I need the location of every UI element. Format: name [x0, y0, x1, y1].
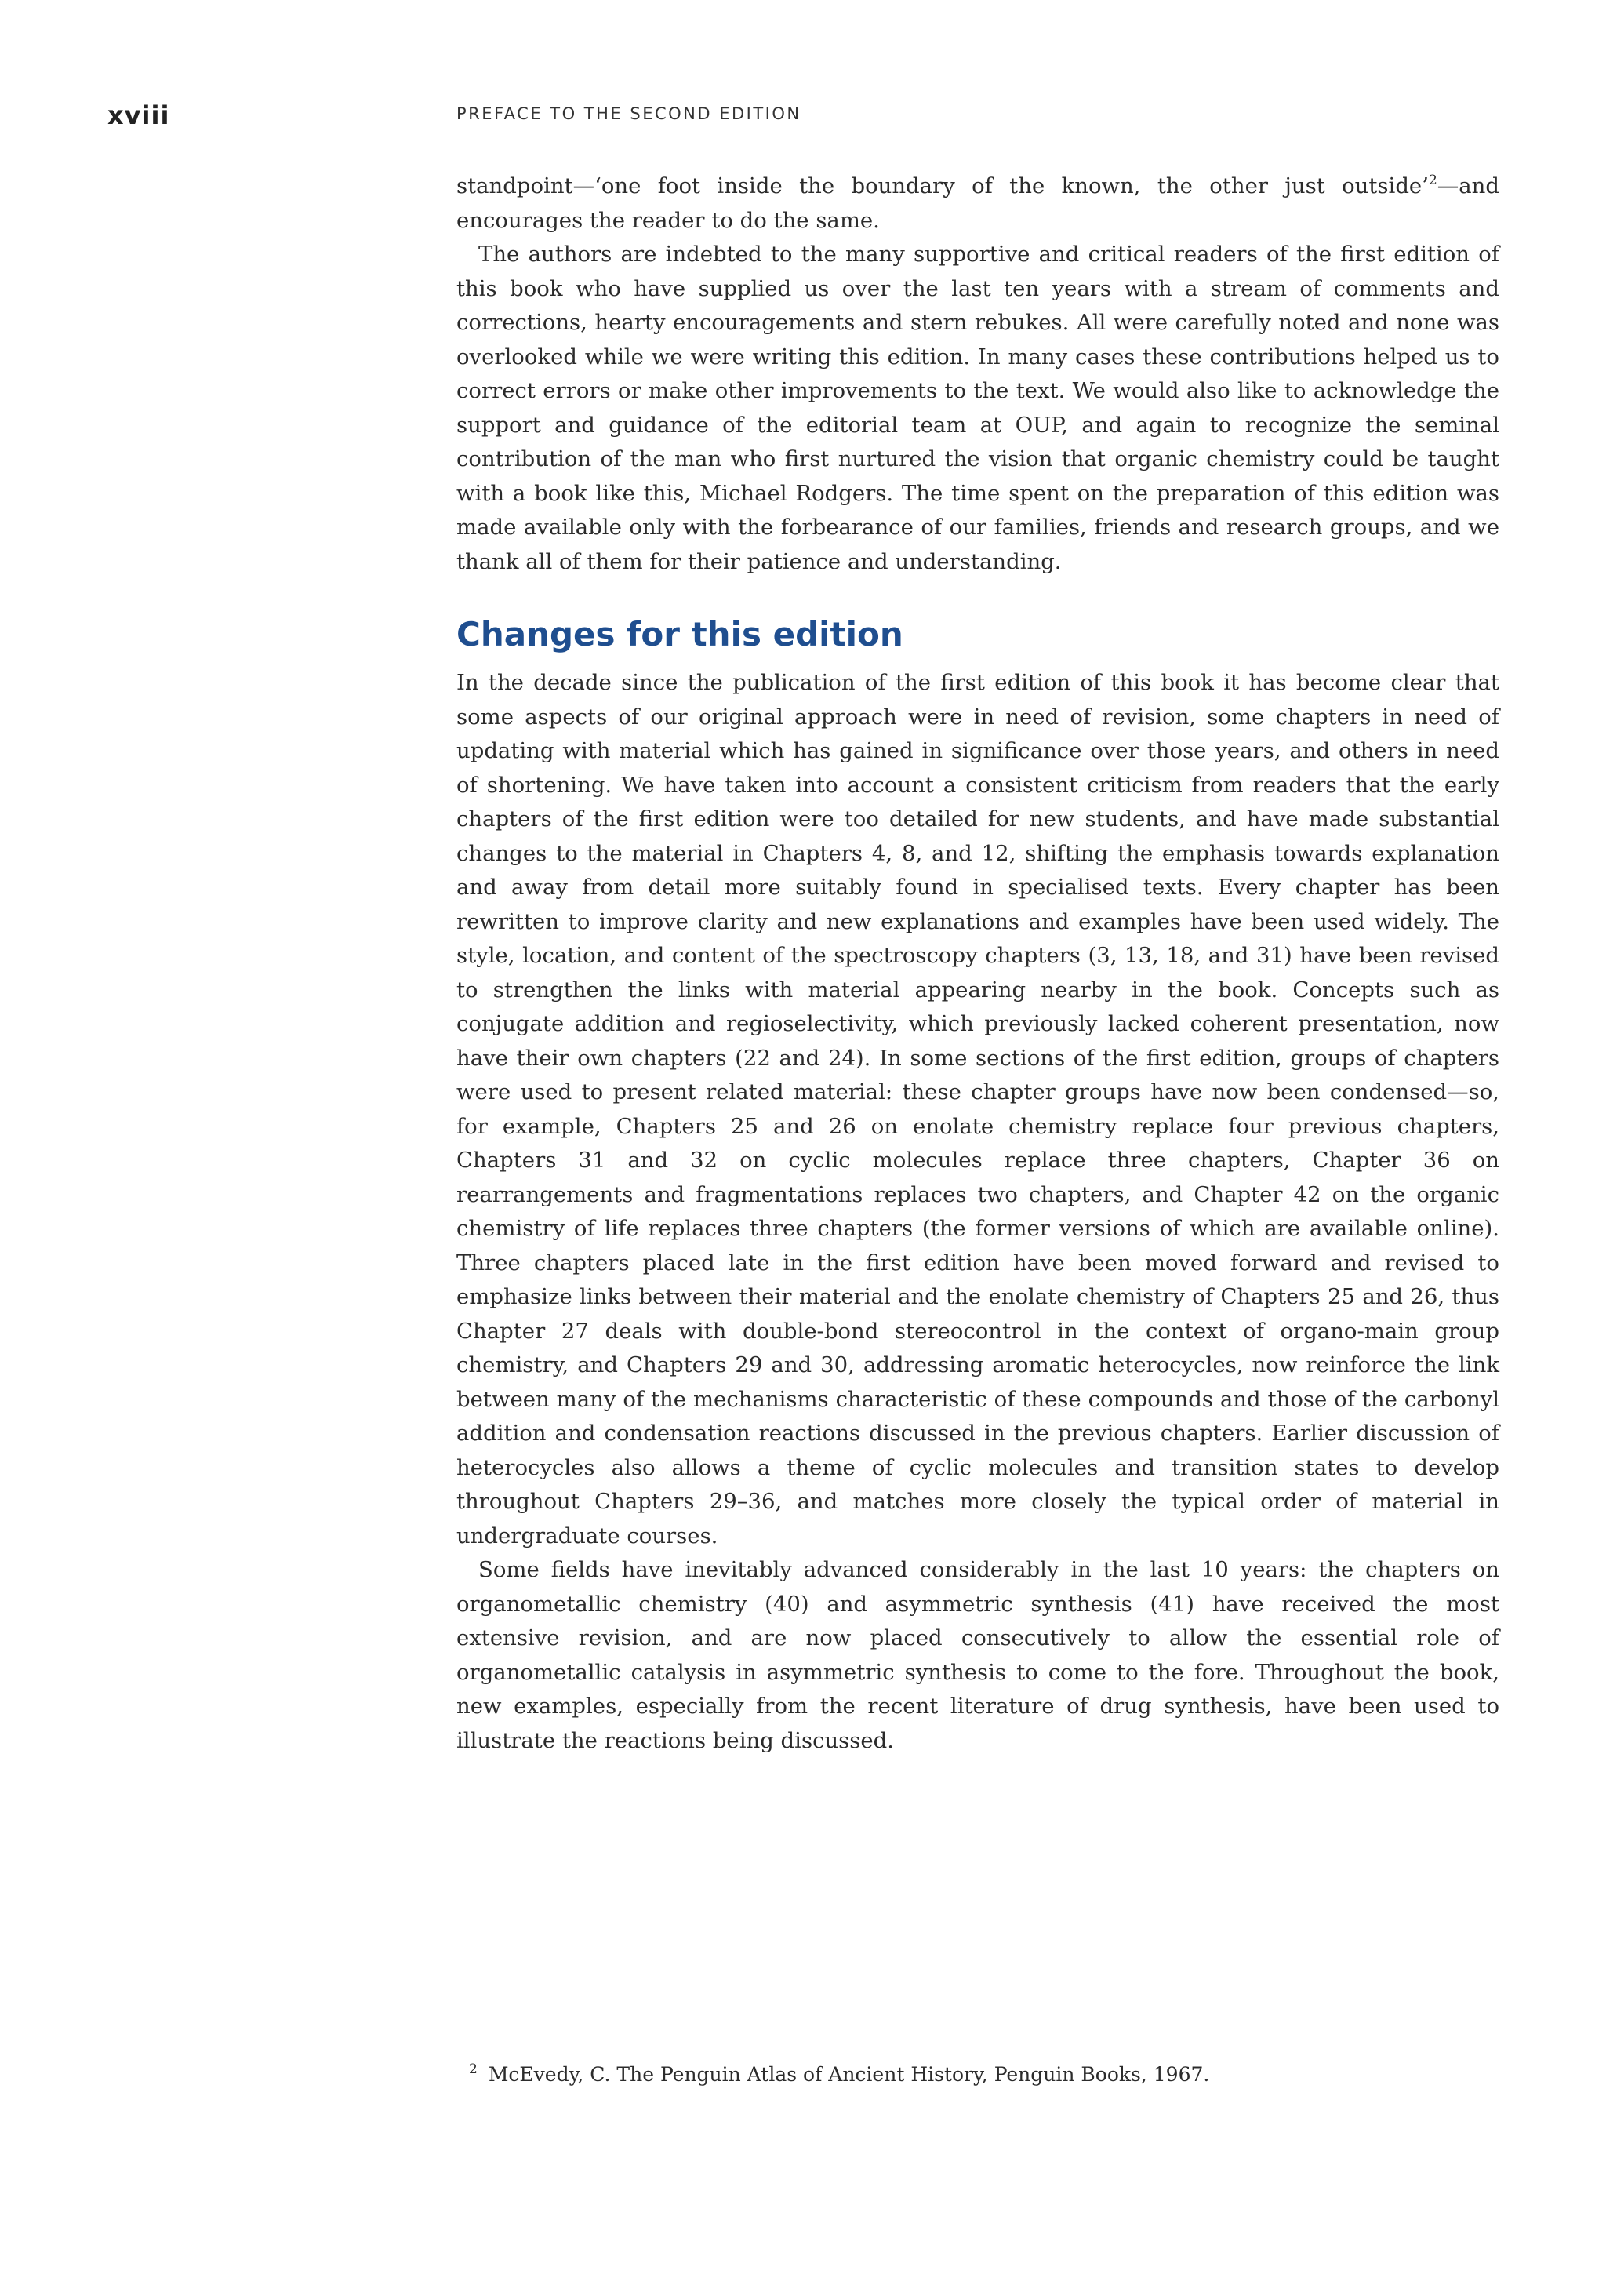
paragraph-continued [456, 169, 1499, 238]
running-head: PREFACE TO THE SECOND EDITION [456, 104, 801, 123]
paragraph-acknowledgements: The authors are indebted to the many supportive and critical readers of the first edition of this book who have supplied us over the last ten years with a stream of comments and corrections, hearty encouragements and stern rebukes. All were carefully noted and none was overlooked while we were writing this edition. In many cases these contributions helped us to correct errors or make other improvements to the text. We would also like to acknowledge the support and guidance of the editorial team at OUP, and again to recognize the seminal contribution of the man who first nurtured the vision that organic chemistry could be taught with a book like this, Michael Rodgers. The time spent on the preparation of this edition was made available only with the forbearance of our families, friends and research groups, and we thank all of them for their patience and understanding. [456, 242, 1499, 574]
paragraph-continued-end: —and encourages the reader to do the same. [456, 173, 1499, 233]
page-number: xviii [107, 100, 170, 130]
main-text-column [456, 169, 1499, 1758]
paragraph-continued-start: standpoint—‘one foot inside the boundary of the known, the other just outside’ [456, 173, 1429, 198]
footnote-text: McEvedy, C. The Penguin Atlas of Ancient History, Penguin Books, 1967. [488, 2063, 1210, 2086]
paragraph-changes: In the decade since the publication of the first edition of this book it has become clear that some aspects of our original approach were in need of revision, some chapters in need of updating with material which has gained in significance over those years, and others in need of shortening. We have taken into account a consistent criticism from readers that the early chapters of the first edition were too detailed for new students, and have made substantial changes to the material in Chapters 4, 8, and 12, shifting the emphasis towards explanation and away from detail more suitably found in specialised texts. Every chapter has been rewritten to improve clarity and new explanations and examples have been used widely. The style, location, and content of the spectroscopy chapters (3, 13, 18, and 31) have been revised to strengthen the links with material appearing nearby in the book. Concepts such as conjugate addition and regioselectivity, which previously lacked coherent presentation, now have their own chapters (22 and 24). In some sections of the first edition, groups of chapters were used to present related material: these chapter groups have now been condensed—so, for example, Chapters 25 and 26 on enolate chemistry replace four previous chapters, Chapters 31 and 32 on cyclic molecules replace three chapters, Chapter 36 on rearrangements and fragmentations replaces two chapters, and Chapter 42 on the organic chemistry of life replaces three chapters (the former versions of which are available online). Three chapters placed late in the first edition have been moved forward and revised to emphasize links between their material and the enolate chemistry of Chapters 25 and 26, thus Chapter 27 deals with double-bond stereocontrol in the context of organo-main group chemistry, and Chapters 29 and 30, addressing aromatic heterocycles, now reinforce the link between many of the mechanisms characteristic of these compounds and those of the carbonyl addition and condensation reactions discussed in the previous chapters. Earlier discussion of heterocycles also allows a theme of cyclic molecules and transition states to develop throughout Chapters 29–36, and matches more closely the typical order of material in undergraduate courses. [456, 670, 1499, 1548]
footnote-reference: 2 [1428, 173, 1437, 188]
footnote [469, 2055, 1209, 2089]
paragraph-advances: Some fields have inevitably advanced considerably in the last 10 years: the chapters on organometallic chemistry (40) and asymmetric synthesis (41) have received the most extensive revision, and are now placed consecutively to allow the essential role of organometallic catalysis in asymmetric synthesis to come to the fore. Throughout the book, new examples, especially from the recent literature of drug synthesis, have been used to illustrate the reactions being discussed. [456, 1557, 1499, 1753]
footnote-marker: 2 [469, 2061, 478, 2077]
section-heading: Changes for this edition [456, 615, 903, 653]
